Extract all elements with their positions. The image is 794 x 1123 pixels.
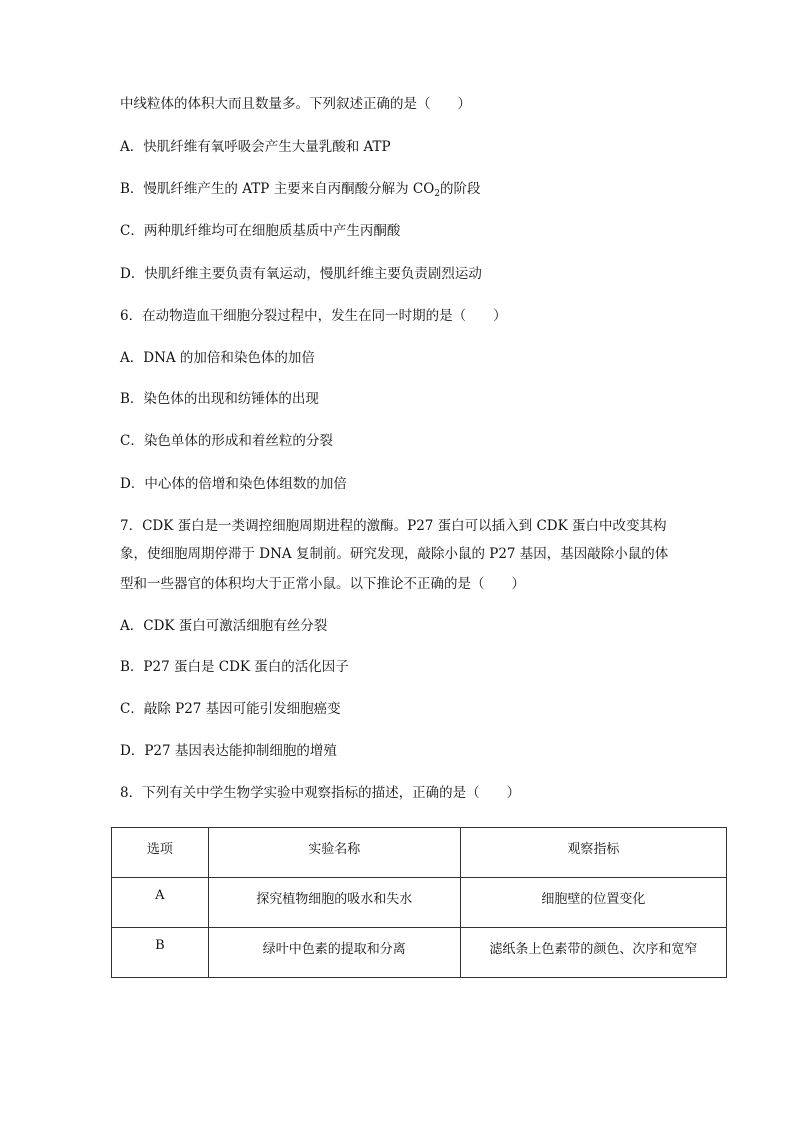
- q7-option-c: C．敲除 P27 基因可能引发细胞癌变: [120, 701, 341, 717]
- table-cell: 探究植物细胞的吸水和失水: [208, 878, 460, 928]
- q6-option-a: A．DNA 的加倍和染色体的加倍: [120, 350, 315, 366]
- intro-line: 中线粒体的体积大而且数量多。下列叙述正确的是（ ）: [120, 96, 471, 112]
- q7-stem-line-1: 7．CDK 蛋白是一类调控细胞周期进程的激酶。P27 蛋白可以插入到 CDK 蛋白中改变其构: [120, 518, 667, 534]
- table-header-row: [112, 828, 727, 878]
- q7-option-d: D．P27 基因表达能抑制细胞的增殖: [120, 743, 337, 759]
- co2-subscript: 2: [434, 189, 441, 199]
- table-cell: A: [112, 878, 209, 928]
- q7-stem-line-2: 象，使细胞周期停滞于 DNA 复制前。研究发现，敲除小鼠的 P27 基因，基因敲除小鼠的体: [120, 546, 669, 562]
- q5-option-b-text: B．慢肌纤维产生的 ATP 主要来自丙酮酸分解为 CO: [120, 181, 435, 197]
- q5-option-b-tail: 的阶段: [440, 181, 481, 197]
- q5-option-d: D．快肌纤维主要负责有氧运动，慢肌纤维主要负责剧烈运动: [120, 266, 482, 282]
- table-cell: 滤纸条上色素带的颜色、次序和宽窄: [460, 928, 726, 978]
- q6-stem: 6．在动物造血干细胞分裂过程中，发生在同一时期的是（ ）: [120, 308, 507, 324]
- table-row: [112, 928, 727, 978]
- q6-option-d: D．中心体的倍增和染色体组数的加倍: [120, 476, 347, 492]
- q6-option-c: C．染色单体的形成和着丝粒的分裂: [120, 433, 333, 449]
- q7-option-a: A．CDK 蛋白可激活细胞有丝分裂: [120, 618, 328, 634]
- q7-stem-line-3: 型和一些器官的体积均大于正常小鼠。以下推论不正确的是（ ）: [120, 576, 525, 592]
- header-experiment-name: 实验名称: [208, 828, 460, 878]
- table-row: [112, 878, 727, 928]
- q8-stem: 8．下列有关中学生物学实验中观察指标的描述，正确的是（ ）: [120, 785, 521, 801]
- table-cell: 细胞壁的位置变化: [460, 878, 726, 928]
- table-cell: B: [112, 928, 209, 978]
- table-cell: 绿叶中色素的提取和分离: [208, 928, 460, 978]
- header-observation-index: 观察指标: [460, 828, 726, 878]
- q6-option-b: B．染色体的出现和纺锤体的出现: [120, 391, 319, 407]
- q5-option-a: A．快肌纤维有氧呼吸会产生大量乳酸和 ATP: [120, 139, 391, 155]
- q7-option-b: B．P27 蛋白是 CDK 蛋白的活化因子: [120, 659, 349, 675]
- q5-option-c: C．两种肌纤维均可在细胞质基质中产生丙酮酸: [120, 223, 401, 239]
- q5-option-b: [120, 179, 481, 204]
- header-option: 选项: [112, 828, 209, 878]
- observation-table: [111, 827, 727, 978]
